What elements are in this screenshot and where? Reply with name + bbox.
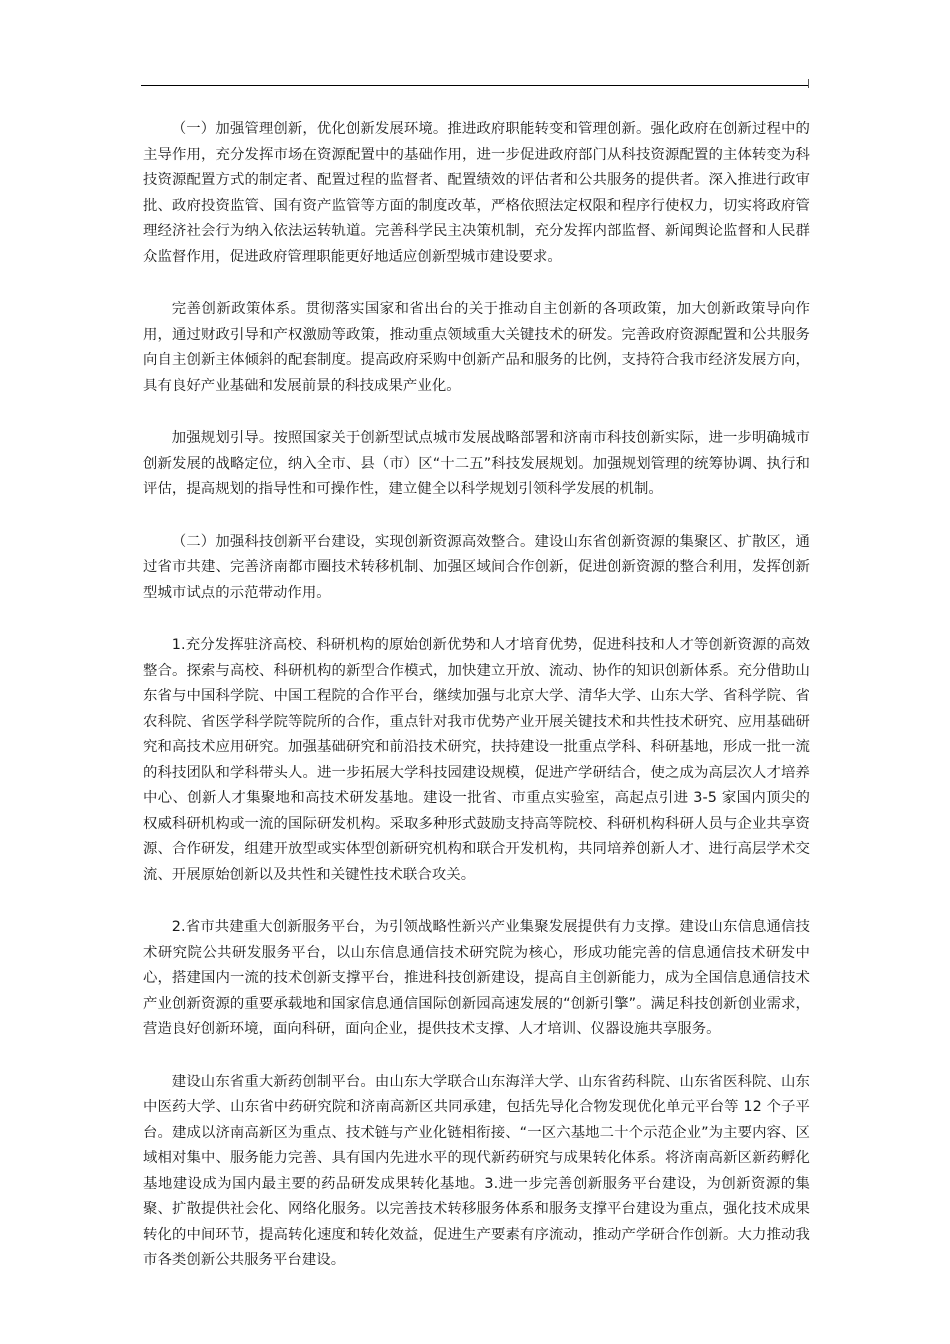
paragraph-universities-research: 1.充分发挥驻济高校、科研机构的原始创新优势和人才培育优势，促进科技和人才等创新资源的高效整合。探索与高校、科研机构的新型合作模式，加快建立开放、流动、协作的知识创新体系。充分借助山东省与中国科学院、中国工程院的合作平台，继续加强与北京大学、清华大学、山东大学、省科学院、省农科院、省医学科学院等院所的合作，重点针对我市优势产业开展关键技术和共性技术研究、应用基础研究和高技术应用研究。加强基础研究和前沿技术研究，扶持建设一批重点学科、科研基地，形成一批一流的科技团队和学科带头人。进一步拓展大学科技园建设规模，促进产学研结合，使之成为高层次人才培养中心、创新人才集聚地和高技术研发基地。建设一批省、市重点实验室，高起点引进 3-5 家国内顶尖的权威科研机构或一流的国际研发机构。采取多种形式鼓励支持高等院校、科研机构科研人员与企业共享资源、合作研发，组建开放型或实体型创新研究机构和联合开发机构，共同培养创新人才、进行高层学术交流、开展原始创新以及共性和关键性技术联合攻关。 [143,637,810,883]
header-rule-end-mark [808,79,809,88]
paragraph-management-innovation: （一）加强管理创新，优化创新发展环境。推进政府职能转变和管理创新。强化政府在创新过程中的主导作用，充分发挥市场在资源配置中的基础作用，进一步促进政府部门从科技资源配置的主体转变为科技资源配置方式的制定者、配置过程的监督者、配置绩效的评估者和公共服务的提供者。深入推进行政审批、政府投资监管、国有资产监管等方面的制度改革，严格依照法定权限和程序行使权力，切实将政府管理经济社会行为纳入依法运转轨道。完善科学民主决策机制，充分发挥内部监督、新闻舆论监督和人民群众监督作用，促进政府管理职能更好地适应创新型城市建设要求。 [143,121,810,265]
paragraph-new-drug-platform: 建设山东省重大新药创制平台。由山东大学联合山东海洋大学、山东省药科院、山东省医科院、山东中医药大学、山东省中药研究院和济南高新区共同承建，包括先导化合物发现优化单元平台等 12 个子平台。建成以济南高新区为重点、技术链与产业化链相衔接、“一区六基地二十个示范企业”为主要内容、区域相对集中、服务能力完善、具有国内先进水平的现代新药研究与成果转化体系。将济南高新区新药孵化基地建设成为国内最主要的药品研发成果转化基地。3.进一步完善创新服务平台建设，为创新资源的集聚、扩散提供社会化、网络化服务。以完善技术转移服务体系和服务支撑平台建设为重点，强化技术成果转化的中间环节，提高转化速度和转化效益，促进生产要素有序流动，推动产学研合作创新。大力推动我市各类创新公共服务平台建设。 [143,1073,810,1268]
paragraph-innovation-platforms: （二）加强科技创新平台建设，实现创新资源高效整合。建设山东省创新资源的集聚区、扩散区，通过省市共建、完善济南都市圈技术转移机制、加强区域间合作创新，促进创新资源的整合利用，发挥创新型城市试点的示范带动作用。 [143,533,810,601]
paragraph-innovation-policy: 完善创新政策体系。贯彻落实国家和省出台的关于推动自主创新的各项政策，加大创新政策导向作用，通过财政引导和产权激励等政策，推动重点领域重大关键技术的研发。完善政府资源配置和公共服务向自主创新主体倾斜的配套制度。提高政府采购中创新产品和服务的比例，支持符合我市经济发展方向，具有良好产业基础和发展前景的科技成果产业化。 [143,301,810,394]
paragraph-planning-guidance: 加强规划引导。按照国家关于创新型试点城市发展战略部署和济南市科技创新实际，进一步明确城市创新发展的战略定位，纳入全市、县（市）区“十二五”科技发展规划。加强规划管理的统筹协调、执行和评估，提高规划的指导性和可操作性，建立健全以科学规划引领科学发展的机制。 [143,430,810,497]
header-rule [141,85,809,86]
document-body [143,117,810,1301]
paragraph-service-platform: 2.省市共建重大创新服务平台，为引领战略性新兴产业集聚发展提供有力支撑。建设山东信息通信技术研究院公共研发服务平台，以山东信息通信技术研究院为核心，形成功能完善的信息通信技术研发中心，搭建国内一流的技术创新支撑平台，推进科技创新建设，提高自主创新能力，成为全国信息通信技术产业创新资源的重要承载地和国家信息通信国际创新园高速发展的“创新引擎”。满足科技创新创业需求，营造良好创新环境，面向科研，面向企业，提供技术支撑、人才培训、仪器设施共享服务。 [143,919,810,1037]
